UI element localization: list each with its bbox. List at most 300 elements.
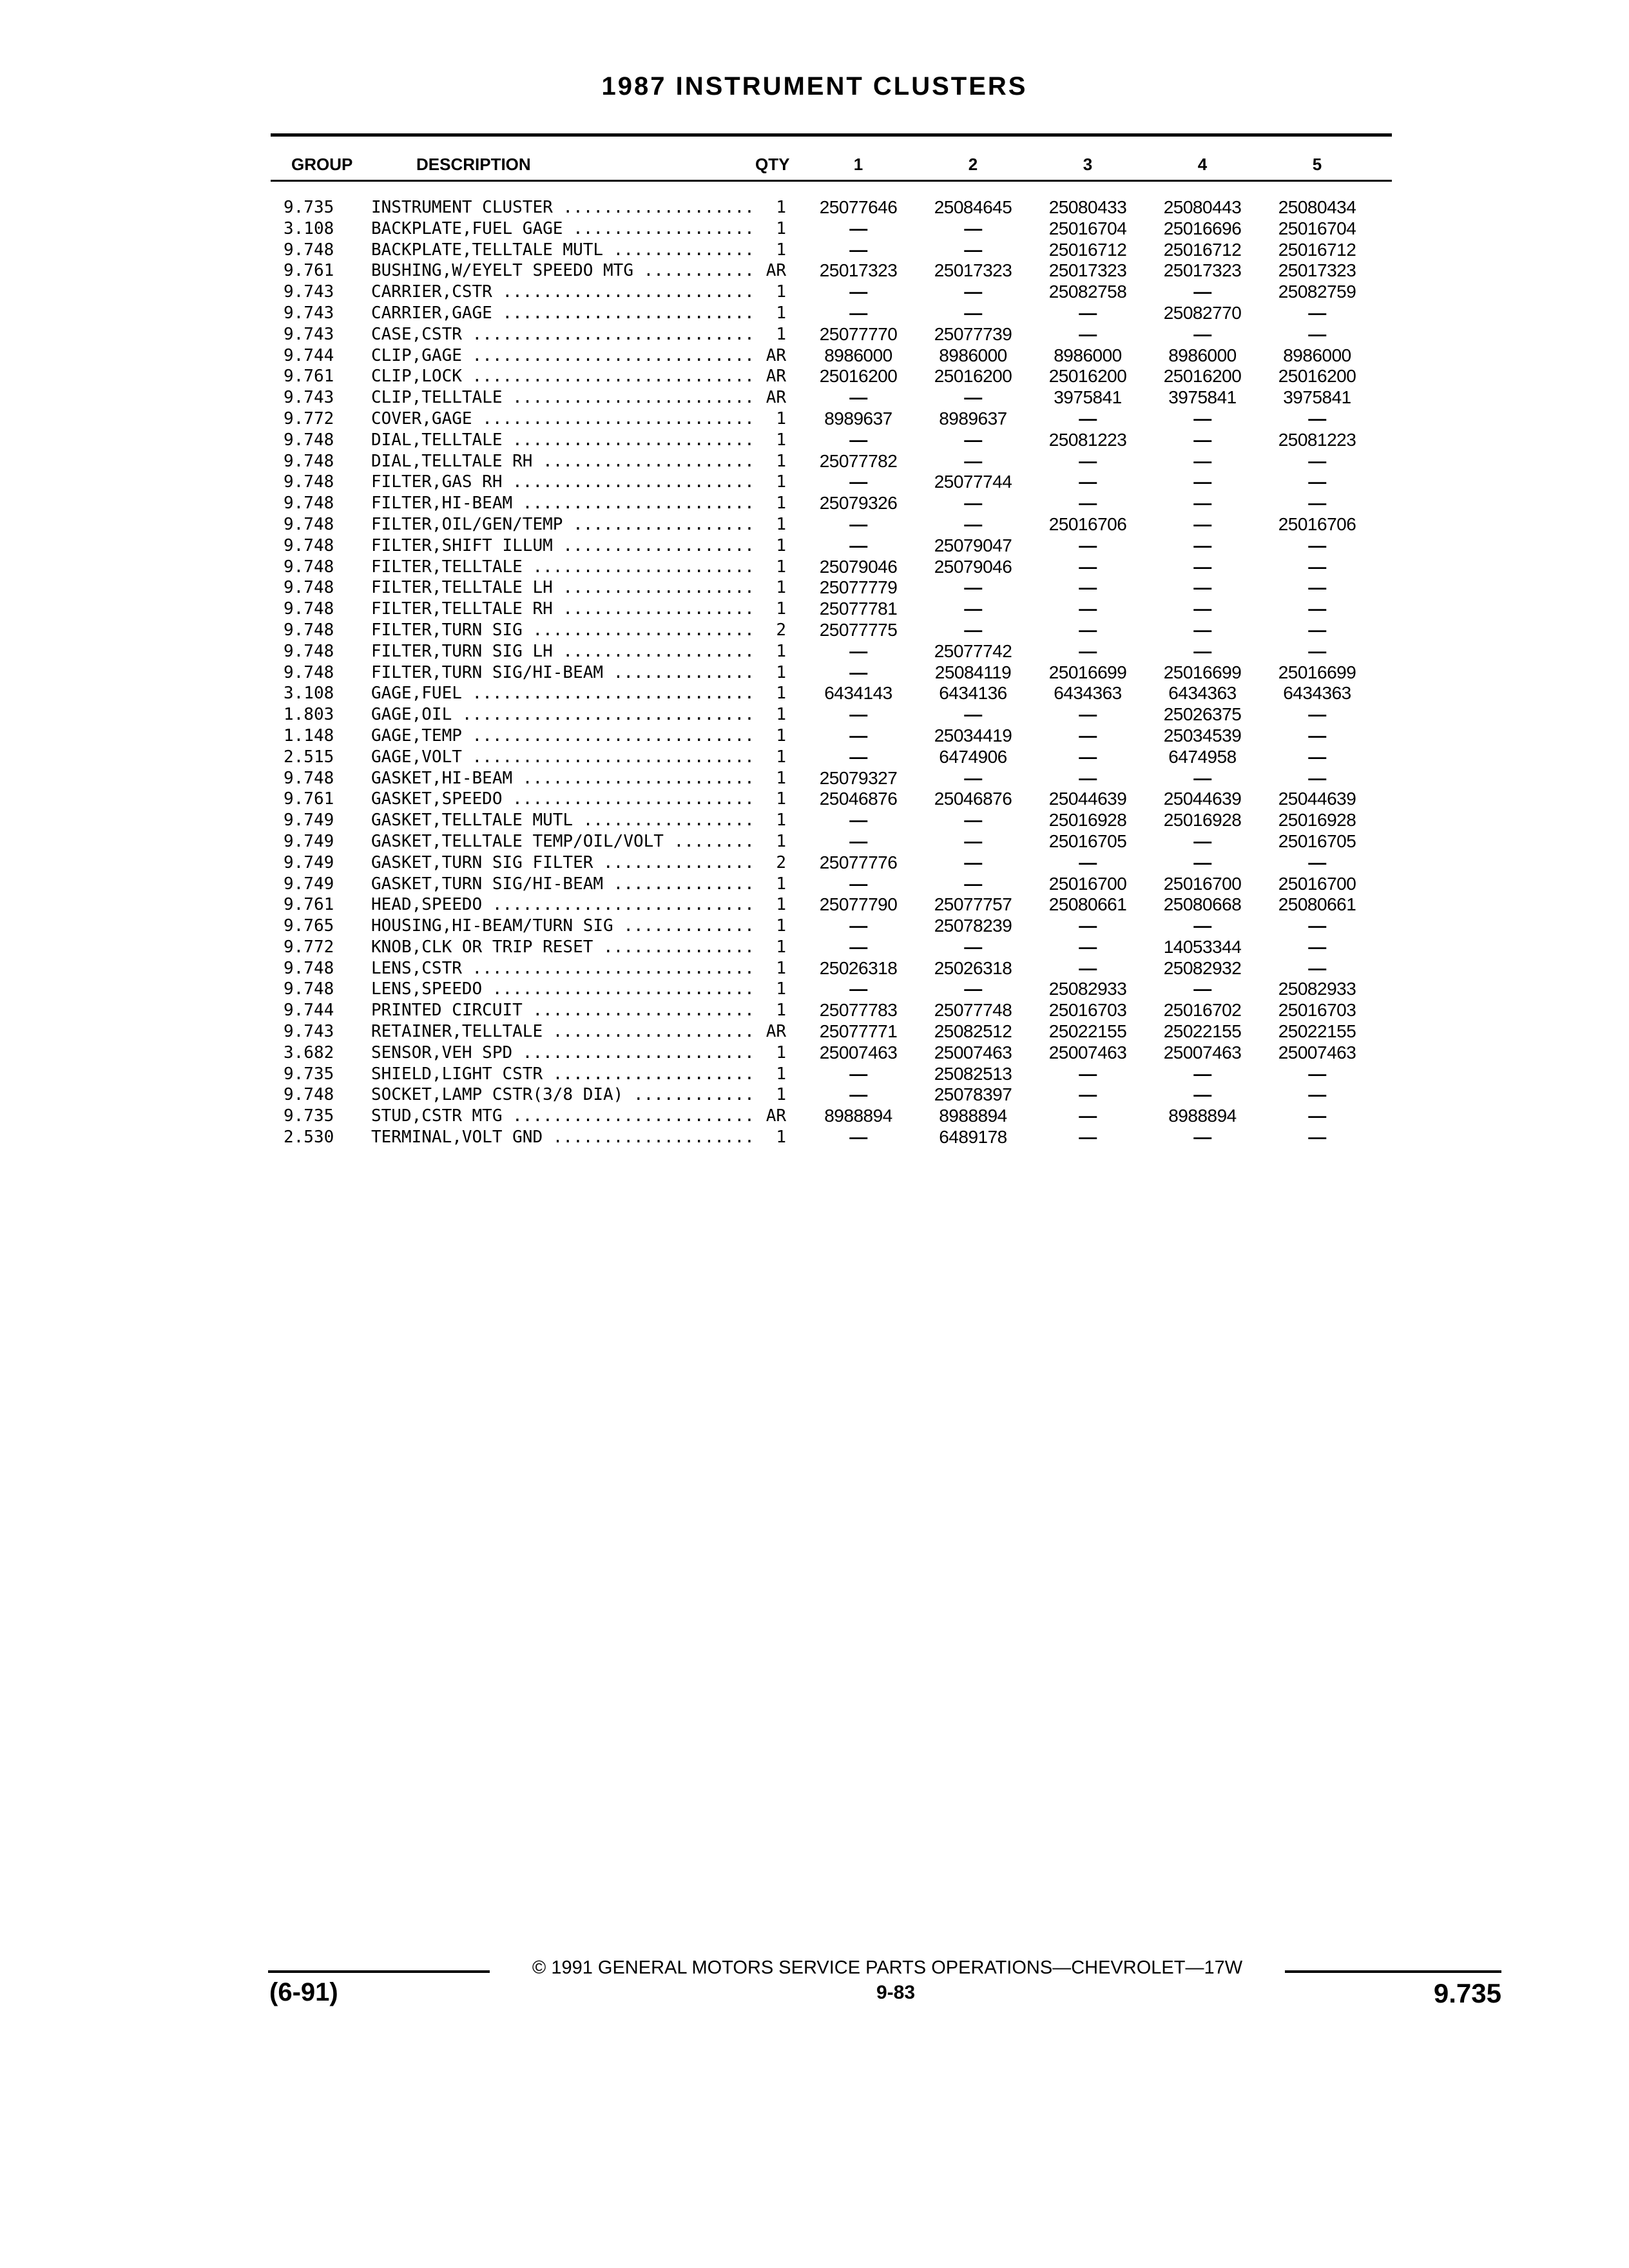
part-number-cell: 25080434	[1278, 197, 1356, 217]
table-row	[0, 514, 1629, 535]
part-number-cell: —	[1079, 725, 1097, 745]
group-cell: 1.803	[284, 705, 334, 725]
part-number-cell: —	[1308, 725, 1326, 745]
part-number-cell: —	[1079, 957, 1097, 978]
qty-cell: 1	[753, 430, 786, 451]
column-header-3: 3	[1083, 155, 1093, 174]
qty-cell: AR	[753, 345, 786, 367]
part-number-cell: 6434136	[939, 683, 1007, 704]
part-number-cell: 6474906	[939, 746, 1007, 767]
part-number-cell: 8986000	[1054, 345, 1122, 365]
part-number-cell: —	[964, 831, 982, 851]
footer-rule-left	[268, 1970, 490, 1973]
part-number-cell: 25044639	[1163, 789, 1242, 809]
description-cell: PRINTED CIRCUIT .....	[371, 1000, 764, 1021]
part-number-cell: 25007463	[1048, 1042, 1127, 1062]
part-number-cell: —	[964, 239, 982, 260]
group-cell: 9.761	[284, 367, 334, 387]
qty-cell: 1	[753, 451, 786, 472]
part-number-cell: 25026318	[934, 957, 1012, 978]
qty-cell: 1	[753, 641, 786, 662]
part-number-cell: 6489178	[939, 1127, 1007, 1148]
part-number-cell: 25016200	[1163, 366, 1242, 387]
footer-date: (6-91)	[269, 1978, 338, 2006]
part-number-cell: —	[1308, 767, 1326, 788]
part-number-cell: 25007463	[1163, 1042, 1242, 1062]
part-number-cell: 25077742	[934, 640, 1012, 661]
part-number-cell: 25016928	[1278, 810, 1356, 831]
group-cell: 9.748	[284, 535, 334, 555]
part-number-cell: 25079046	[934, 556, 1012, 577]
description-cell: GAGE,VOLT .....	[371, 747, 764, 768]
part-number-cell: —	[1193, 1084, 1211, 1105]
part-number-cell: —	[849, 936, 867, 957]
part-number-cell: 25079046	[819, 556, 898, 577]
part-number-cell: —	[849, 239, 867, 260]
part-number-cell: —	[1193, 323, 1211, 344]
part-number-cell: 25016706	[1278, 514, 1356, 534]
part-number-cell: 25016928	[1048, 810, 1127, 831]
group-cell: 9.772	[284, 937, 334, 957]
part-number-cell: 25016200	[819, 366, 898, 387]
qty-cell: 1	[753, 768, 786, 789]
part-number-cell: —	[849, 873, 867, 894]
column-header-2: 2	[968, 155, 978, 174]
qty-cell: 1	[753, 218, 786, 240]
description-cell: FILTER,GAS RH .....	[371, 472, 764, 493]
column-header-group: GROUP	[291, 155, 353, 174]
part-number-cell: 25044639	[1048, 789, 1127, 809]
part-number-cell: 25022155	[1278, 1021, 1356, 1042]
qty-cell: 1	[753, 240, 786, 261]
table-row	[0, 810, 1629, 831]
part-number-cell: 6434363	[1054, 683, 1122, 704]
part-number-cell: 25078239	[934, 916, 1012, 936]
part-number-cell: —	[964, 599, 982, 619]
description-cell: GASKET,TELLTALE TEMP/OIL/VOLT .....	[371, 831, 764, 852]
description-cell: SENSOR,VEH SPD .....	[371, 1043, 764, 1064]
description-cell: CLIP,LOCK .....	[371, 366, 764, 387]
table-row	[0, 916, 1629, 937]
part-number-cell: 25046876	[819, 789, 898, 809]
table-row	[0, 535, 1629, 557]
part-number-cell: 25082512	[934, 1021, 1012, 1042]
part-number-cell: —	[1308, 535, 1326, 555]
part-number-cell: —	[1193, 408, 1211, 428]
description-cell: GASKET,TELLTALE MUTL .....	[371, 810, 764, 831]
description-cell: TERMINAL,VOLT GND .....	[371, 1127, 764, 1148]
table-row	[0, 704, 1629, 726]
qty-cell: 1	[753, 704, 786, 726]
table-row	[0, 472, 1629, 493]
description-cell: HEAD,SPEEDO .....	[371, 894, 764, 916]
description-cell: GAGE,TEMP .....	[371, 726, 764, 747]
part-number-cell: —	[1193, 450, 1211, 471]
group-cell: 1.148	[284, 726, 334, 745]
part-number-cell: 25016696	[1163, 218, 1242, 238]
part-number-cell: 25082933	[1048, 979, 1127, 999]
description-cell: FILTER,OIL/GEN/TEMP .....	[371, 514, 764, 535]
qty-cell: 1	[753, 324, 786, 345]
group-cell: 9.748	[284, 620, 334, 640]
part-number-cell: 25080668	[1163, 894, 1242, 915]
part-number-cell: —	[1308, 408, 1326, 428]
part-number-cell: —	[1308, 746, 1326, 767]
description-cell: INSTRUMENT CLUSTER .....	[371, 197, 764, 218]
part-number-cell: 25080433	[1048, 197, 1127, 217]
part-number-cell: —	[1308, 1127, 1326, 1148]
part-number-cell: 25017323	[1048, 260, 1127, 281]
part-number-cell: 25082759	[1278, 282, 1356, 302]
description-cell: CARRIER,GAGE .....	[371, 303, 764, 324]
part-number-cell: 25016700	[1048, 873, 1127, 894]
part-number-cell: —	[1308, 916, 1326, 936]
part-number-cell: —	[849, 662, 867, 682]
part-number-cell: 25077779	[819, 577, 898, 598]
part-number-cell: —	[964, 873, 982, 894]
description-cell: FILTER,TELLTALE .....	[371, 557, 764, 578]
part-number-cell: 25079327	[819, 767, 898, 788]
qty-cell: 1	[753, 937, 786, 958]
part-number-cell: —	[849, 640, 867, 661]
table-row	[0, 831, 1629, 852]
table-row	[0, 1043, 1629, 1064]
part-number-cell: —	[964, 450, 982, 471]
qty-cell: 1	[753, 789, 786, 810]
part-number-cell: 25016699	[1163, 662, 1242, 682]
group-cell: 9.748	[284, 494, 334, 514]
part-number-cell: —	[1079, 1127, 1097, 1148]
part-number-cell: 25017323	[819, 260, 898, 281]
part-number-cell: —	[1079, 323, 1097, 344]
part-number-cell: 8986000	[1168, 345, 1237, 365]
qty-cell: AR	[753, 387, 786, 408]
part-number-cell: —	[849, 387, 867, 408]
qty-cell: 1	[753, 535, 786, 557]
part-number-cell: 25077771	[819, 1021, 898, 1042]
part-number-cell: —	[1308, 323, 1326, 344]
table-row	[0, 218, 1629, 240]
part-number-cell: 6474958	[1168, 746, 1237, 767]
qty-cell: 2	[753, 852, 786, 874]
part-number-cell: —	[964, 767, 982, 788]
part-number-cell: 3975841	[1168, 387, 1237, 408]
part-number-cell: —	[964, 514, 982, 534]
part-number-cell: —	[1193, 493, 1211, 514]
group-cell: 9.749	[284, 811, 334, 831]
part-number-cell: 8986000	[824, 345, 892, 365]
part-number-cell: —	[964, 493, 982, 514]
part-number-cell: —	[1079, 936, 1097, 957]
group-cell: 9.735	[284, 198, 334, 217]
description-cell: CARRIER,CSTR .....	[371, 282, 764, 303]
part-number-cell: —	[849, 725, 867, 745]
part-number-cell: 25034539	[1163, 725, 1242, 745]
part-number-cell: —	[1079, 535, 1097, 555]
part-number-cell: 8988894	[1168, 1106, 1237, 1126]
part-number-cell: —	[1193, 831, 1211, 851]
table-row	[0, 345, 1629, 367]
part-number-cell: 25017323	[1278, 260, 1356, 281]
qty-cell: 1	[753, 916, 786, 937]
part-number-cell: 3975841	[1283, 387, 1351, 408]
description-cell: GASKET,TURN SIG/HI-BEAM .....	[371, 874, 764, 895]
description-cell: FILTER,TELLTALE LH .....	[371, 577, 764, 599]
part-number-cell: 25079047	[934, 535, 1012, 555]
part-number-cell: 25016706	[1048, 514, 1127, 534]
description-cell: STUD,CSTR MTG .....	[371, 1106, 764, 1127]
part-number-cell: 25084119	[934, 662, 1012, 682]
group-cell: 9.748	[284, 979, 334, 999]
description-cell: FILTER,TELLTALE RH .....	[371, 599, 764, 620]
column-header-description: DESCRIPTION	[416, 155, 531, 174]
group-cell: 9.743	[284, 388, 334, 408]
group-cell: 9.748	[284, 958, 334, 978]
group-cell: 2.515	[284, 747, 334, 767]
part-number-cell: 25046876	[934, 789, 1012, 809]
part-number-cell: —	[964, 852, 982, 872]
part-number-cell: 25080443	[1163, 197, 1242, 217]
part-number-cell: —	[849, 302, 867, 323]
part-number-cell: —	[1193, 767, 1211, 788]
qty-cell: 1	[753, 1127, 786, 1148]
part-number-cell: 25082758	[1048, 282, 1127, 302]
part-number-cell: —	[1193, 619, 1211, 640]
description-cell: CASE,CSTR .....	[371, 324, 764, 345]
qty-cell: 1	[753, 810, 786, 831]
description-cell: GASKET,SPEEDO .....	[371, 789, 764, 810]
qty-cell: 1	[753, 197, 786, 218]
part-number-cell: 25077748	[934, 1000, 1012, 1021]
qty-cell: 1	[753, 683, 786, 704]
part-number-cell: —	[1079, 640, 1097, 661]
part-number-cell: 25016705	[1048, 831, 1127, 851]
part-number-cell: 25016200	[1278, 366, 1356, 387]
part-number-cell: 25022155	[1048, 1021, 1127, 1042]
description-cell: FILTER,SHIFT ILLUM .....	[371, 535, 764, 557]
qty-cell: 1	[753, 557, 786, 578]
part-number-cell: —	[1079, 1084, 1097, 1105]
parts-table	[0, 197, 1629, 1148]
part-number-cell: —	[1079, 493, 1097, 514]
description-cell: HOUSING,HI-BEAM/TURN SIG .....	[371, 916, 764, 937]
part-number-cell: —	[849, 979, 867, 999]
part-number-cell: —	[1193, 282, 1211, 302]
table-row	[0, 366, 1629, 387]
part-number-cell: 25077770	[819, 323, 898, 344]
table-row	[0, 282, 1629, 303]
description-cell: COVER,GAGE .....	[371, 408, 764, 430]
table-row	[0, 789, 1629, 810]
part-number-cell: —	[964, 577, 982, 598]
group-cell: 9.748	[284, 662, 334, 682]
qty-cell: 1	[753, 831, 786, 852]
description-cell: FILTER,HI-BEAM .....	[371, 493, 764, 514]
description-cell: BACKPLATE,TELLTALE MUTL .....	[371, 240, 764, 261]
part-number-cell: —	[1079, 852, 1097, 872]
qty-cell: 1	[753, 979, 786, 1000]
part-number-cell: —	[1079, 916, 1097, 936]
part-number-cell: —	[849, 514, 867, 534]
part-number-cell: 25016703	[1048, 1000, 1127, 1021]
part-number-cell: 8989637	[939, 408, 1007, 428]
part-number-cell: 25082513	[934, 1063, 1012, 1084]
part-number-cell: —	[1308, 556, 1326, 577]
qty-cell: 1	[753, 577, 786, 599]
part-number-cell: —	[964, 429, 982, 450]
table-row	[0, 451, 1629, 472]
group-cell: 9.748	[284, 430, 334, 450]
page-title: 1987 INSTRUMENT CLUSTERS	[601, 72, 1028, 101]
part-number-cell: 25077757	[934, 894, 1012, 915]
part-number-cell: —	[849, 1063, 867, 1084]
table-row	[0, 577, 1629, 599]
part-number-cell: —	[1308, 704, 1326, 725]
part-number-cell: —	[964, 218, 982, 238]
table-row	[0, 387, 1629, 408]
table-row	[0, 324, 1629, 345]
part-number-cell: —	[1079, 472, 1097, 492]
group-cell: 9.748	[284, 578, 334, 598]
part-number-cell: —	[1308, 599, 1326, 619]
table-row	[0, 1127, 1629, 1148]
qty-cell: 1	[753, 1064, 786, 1085]
qty-cell: 1	[753, 472, 786, 493]
part-number-cell: —	[1079, 619, 1097, 640]
group-cell: 9.748	[284, 472, 334, 492]
description-cell: KNOB,CLK OR TRIP RESET .....	[371, 937, 764, 958]
part-number-cell: 25016704	[1048, 218, 1127, 238]
part-number-cell: —	[1079, 1106, 1097, 1126]
part-number-cell: —	[1308, 852, 1326, 872]
part-number-cell: 25080661	[1048, 894, 1127, 915]
part-number-cell: 25081223	[1278, 429, 1356, 450]
part-number-cell: —	[1193, 599, 1211, 619]
description-cell: DIAL,TELLTALE RH .....	[371, 451, 764, 472]
part-number-cell: 3975841	[1054, 387, 1122, 408]
part-number-cell: —	[1308, 619, 1326, 640]
footer-rule-right	[1285, 1970, 1501, 1973]
part-number-cell: 25079326	[819, 493, 898, 514]
part-number-cell: 25082933	[1278, 979, 1356, 999]
part-number-cell: —	[1308, 1106, 1326, 1126]
group-cell: 9.743	[284, 282, 334, 302]
table-row	[0, 1021, 1629, 1043]
part-number-cell: 25016712	[1048, 239, 1127, 260]
group-cell: 9.772	[284, 408, 334, 428]
description-cell: BACKPLATE,FUEL GAGE .....	[371, 218, 764, 240]
part-number-cell: —	[1308, 1084, 1326, 1105]
part-number-cell: —	[964, 302, 982, 323]
qty-cell: 1	[753, 303, 786, 324]
group-cell: 9.761	[284, 789, 334, 809]
part-number-cell: —	[1308, 302, 1326, 323]
description-cell: BUSHING,W/EYELT SPEEDO MTG .....	[371, 260, 764, 282]
table-row	[0, 683, 1629, 704]
part-number-cell: —	[1193, 556, 1211, 577]
table-row	[0, 852, 1629, 874]
part-number-cell: 25016703	[1278, 1000, 1356, 1021]
part-number-cell: —	[849, 218, 867, 238]
part-number-cell: —	[1308, 493, 1326, 514]
footer-section-number: 9.735	[1433, 1978, 1501, 2008]
table-row	[0, 768, 1629, 789]
part-number-cell: 25016702	[1163, 1000, 1242, 1021]
part-number-cell: —	[849, 1084, 867, 1105]
part-number-cell: 25077775	[819, 619, 898, 640]
part-number-cell: —	[1193, 852, 1211, 872]
part-number-cell: —	[1193, 535, 1211, 555]
group-cell: 9.748	[284, 1085, 334, 1105]
description-cell: SHIELD,LIGHT CSTR .....	[371, 1064, 764, 1085]
qty-cell: 1	[753, 599, 786, 620]
part-number-cell: —	[1308, 450, 1326, 471]
column-header-qty: QTY	[755, 155, 790, 174]
footer-copyright: © 1991 GENERAL MOTORS SERVICE PARTS OPERATIONS—CHEVROLET—17W	[532, 1957, 1243, 1978]
part-number-cell: 8986000	[1283, 345, 1351, 365]
part-number-cell: 25026318	[819, 957, 898, 978]
part-number-cell: 25026375	[1163, 704, 1242, 725]
group-cell: 9.744	[284, 1001, 334, 1021]
part-number-cell: —	[849, 746, 867, 767]
part-number-cell: 25077790	[819, 894, 898, 915]
table-row	[0, 1064, 1629, 1085]
table-row	[0, 240, 1629, 261]
part-number-cell: —	[849, 282, 867, 302]
table-row	[0, 979, 1629, 1000]
part-number-cell: —	[1079, 599, 1097, 619]
qty-cell: 1	[753, 874, 786, 895]
part-number-cell: —	[964, 810, 982, 831]
part-number-cell: —	[849, 916, 867, 936]
part-number-cell: 25077782	[819, 450, 898, 471]
qty-cell: 1	[753, 747, 786, 768]
part-number-cell: —	[1193, 979, 1211, 999]
part-number-cell: 25016704	[1278, 218, 1356, 238]
description-cell: GASKET,HI-BEAM .....	[371, 768, 764, 789]
part-number-cell: 8989637	[824, 408, 892, 428]
part-number-cell: 8986000	[939, 345, 1007, 365]
header-bottom-rule	[271, 180, 1392, 182]
group-cell: 9.748	[284, 768, 334, 788]
part-number-cell: 25016712	[1163, 239, 1242, 260]
part-number-cell: —	[849, 535, 867, 555]
table-row	[0, 1000, 1629, 1021]
description-cell: SOCKET,LAMP CSTR(3/8 DIA) .....	[371, 1084, 764, 1106]
group-cell: 9.749	[284, 831, 334, 851]
group-cell: 9.748	[284, 451, 334, 471]
qty-cell: 1	[753, 493, 786, 514]
table-row	[0, 557, 1629, 578]
part-number-cell: 25007463	[819, 1042, 898, 1062]
table-row	[0, 197, 1629, 218]
table-row	[0, 1084, 1629, 1106]
part-number-cell: —	[1079, 408, 1097, 428]
part-number-cell: 25084645	[934, 197, 1012, 217]
part-number-cell: 25017323	[1163, 260, 1242, 281]
part-number-cell: —	[1079, 704, 1097, 725]
table-row	[0, 937, 1629, 958]
qty-cell: 1	[753, 894, 786, 916]
description-cell: DIAL,TELLTALE .....	[371, 430, 764, 451]
part-number-cell: —	[1308, 577, 1326, 598]
qty-cell: AR	[753, 366, 786, 387]
part-number-cell: 8988894	[939, 1106, 1007, 1126]
description-cell: LENS,SPEEDO .....	[371, 979, 764, 1000]
table-row	[0, 260, 1629, 282]
part-number-cell: —	[849, 810, 867, 831]
qty-cell: 1	[753, 514, 786, 535]
